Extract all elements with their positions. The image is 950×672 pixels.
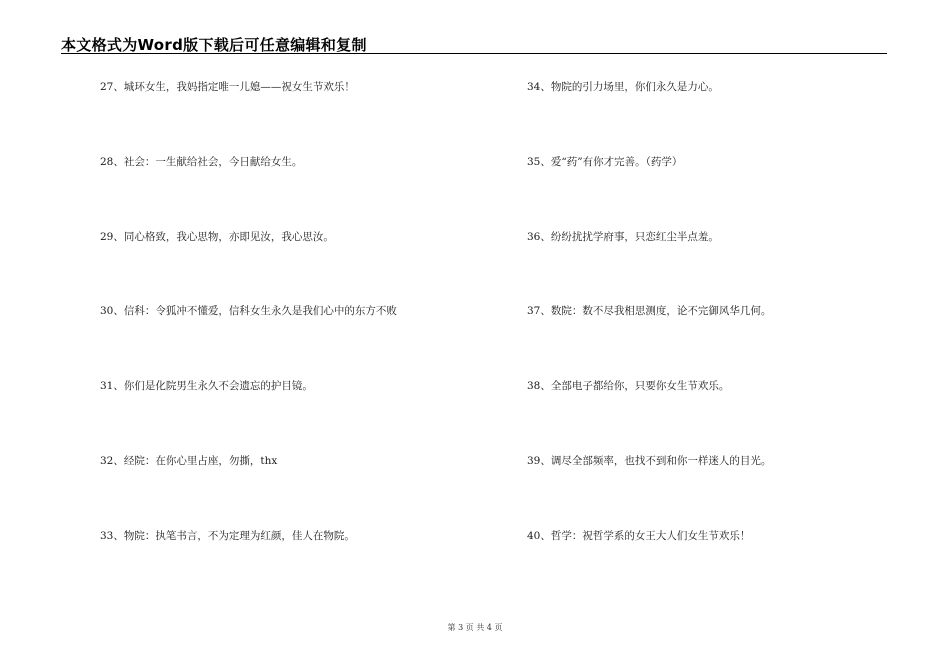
list-item: 27、城环女生，我妈指定唯一儿媳——祝女生节欢乐！ <box>100 81 355 93</box>
list-item: 28、社会：一生献给社会，今日献给女生。 <box>100 156 303 168</box>
list-item: 39、调尽全部频率，也找不到和你一样迷人的目光。 <box>527 455 772 467</box>
page-header-title: 本文格式为Word版下载后可任意编辑和复制 <box>61 36 367 54</box>
list-item: 30、信科：令狐冲不懂爱，信科女生永久是我们心中的东方不败 <box>100 305 397 317</box>
list-item: 29、同心格致，我心思物，亦即见汝，我心思汝。 <box>100 231 334 243</box>
list-item: 40、哲学：祝哲学系的女王大人们女生节欢乐！ <box>527 530 751 542</box>
list-item: 37、数院：数不尽我相思测度，论不完御风华几何。 <box>527 305 772 317</box>
list-item: 31、你们是化院男生永久不会遗忘的护目镜。 <box>100 380 313 392</box>
page-number: 第 3 页 共 4 页 <box>447 623 503 632</box>
list-item: 36、纷纷扰扰学府事，只恋红尘半点羞。 <box>527 231 719 243</box>
list-item: 33、物院：执笔书言，不为定理为红颜，佳人在物院。 <box>100 530 355 542</box>
list-item: 32、经院：在你心里占座，勿撕，thx <box>100 455 278 467</box>
header-divider <box>61 53 887 54</box>
list-item: 38、全部电子都给你，只要你女生节欢乐。 <box>527 380 730 392</box>
list-item: 34、物院的引力场里，你们永久是力心。 <box>527 81 719 93</box>
list-item: 35、爱“药”有你才完善。（药学） <box>527 156 683 168</box>
